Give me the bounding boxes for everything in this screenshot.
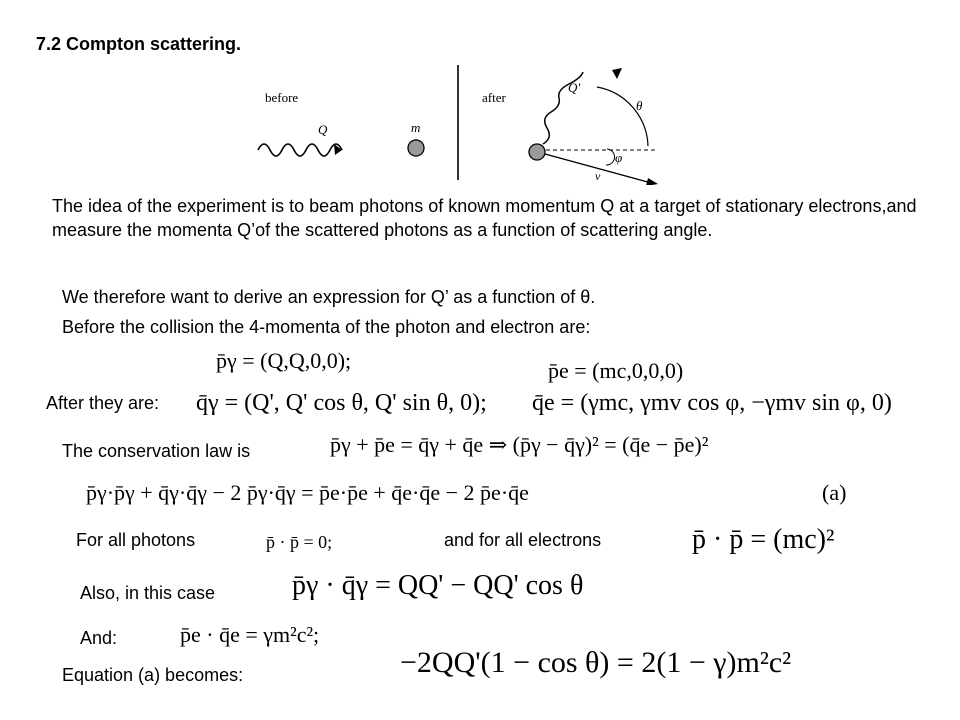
compton-diagram [250, 60, 670, 185]
conservation-label: The conservation law is [62, 441, 251, 461]
before-line: Before the collision the 4-momenta of the photon and electron are: [62, 317, 591, 337]
derive-line: We therefore want to derive an expression for Q’ as a function of θ. [62, 287, 596, 307]
before-label: before [265, 90, 299, 105]
phi-label: φ [615, 150, 623, 165]
becomes-label: Equation (a) becomes: [62, 665, 244, 685]
photons-label: For all photons [76, 530, 196, 550]
incoming-photon-arrowhead [334, 144, 342, 155]
photon-out-label: Q' [568, 80, 581, 95]
eq-conservation: p̄γ + p̄e = q̄γ + q̄e ⇒ (p̄γ − q̄γ)² = (q̄e − p̄e)² [330, 432, 709, 457]
after-label: after [482, 90, 506, 105]
eq-p-e: p̄e = (mc,0,0,0) [548, 358, 684, 383]
eq-p-gamma: p̄γ = (Q,Q,0,0); [216, 348, 352, 373]
and-label: And: [80, 628, 118, 648]
eq-q-gamma: q̄γ = (Q', Q' cos θ, Q' sin θ, 0); [196, 390, 487, 416]
eq-electrons: p̄ · p̄ = (mc)² [692, 524, 835, 555]
page-title: 7.2 Compton scattering. [36, 34, 242, 54]
eq-q-e: q̄e = (γmc, γmv cos φ, −γmv sin φ, 0) [532, 390, 892, 416]
intro-paragraph: The idea of the experiment is to beam photons of known momentum Q at a target of stationary electrons,and measure the momenta Q’of the scattered photons as a function of scattering angle. [52, 196, 917, 240]
scattered-photon-arrowhead [612, 68, 622, 79]
eq-also: p̄γ · q̄γ = QQ' − QQ' cos θ [292, 570, 584, 601]
theta-arc [597, 87, 648, 146]
electron-out-label: v [595, 169, 601, 183]
eq-and: p̄e · q̄e = γm²c²; [180, 622, 320, 647]
incoming-photon-wave [258, 144, 342, 156]
electron-after [529, 144, 545, 160]
after-label: After they are: [46, 393, 160, 413]
photon-in-label: Q [318, 122, 328, 137]
eq-final: −2QQ'(1 − cos θ) = 2(1 − γ)m²c² [400, 646, 792, 679]
phi-arc [606, 149, 615, 165]
eq-photons: p̄ · p̄ = 0; [266, 532, 333, 552]
electron-label: m [411, 120, 421, 135]
electron-path-arrowhead [646, 178, 658, 185]
electron-before [408, 140, 424, 156]
also-label: Also, in this case [80, 583, 216, 603]
eq-a: p̄γ·p̄γ + q̄γ·q̄γ − 2 p̄γ·q̄γ = p̄e·p̄e + q̄e·q̄e − 2 p̄e·q̄e [86, 480, 529, 505]
theta-label: θ [636, 98, 643, 113]
electrons-label: and for all electrons [444, 530, 602, 550]
eq-a-tag: (a) [822, 480, 847, 505]
